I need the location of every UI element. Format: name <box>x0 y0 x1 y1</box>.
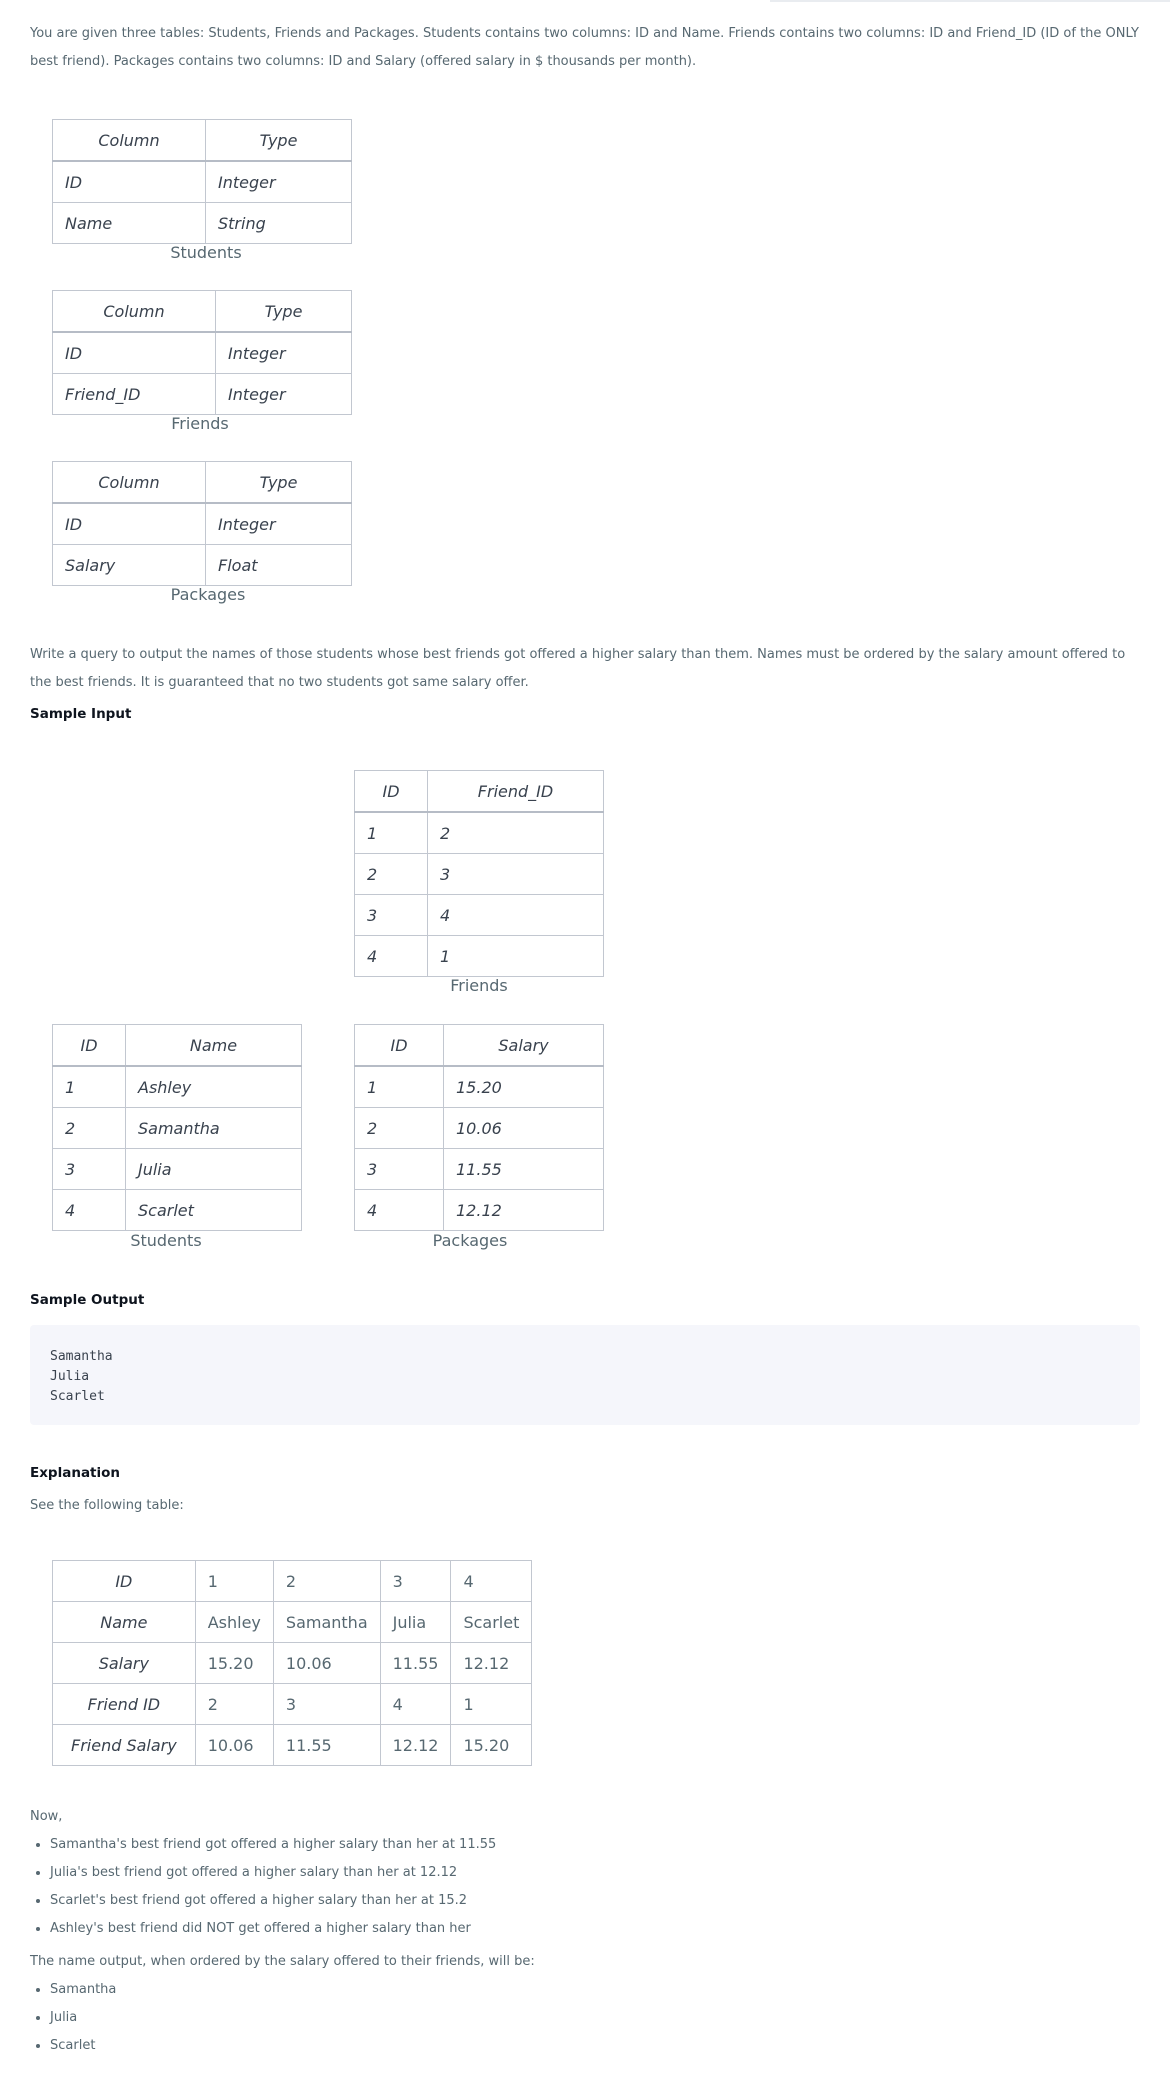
top-divider <box>0 0 1170 2</box>
id-header: ID <box>53 1025 126 1067</box>
table-cell: ID <box>53 161 206 203</box>
table-cell: Julia <box>380 1602 451 1643</box>
list-item: • Julia's best friend got offered a higher salary than her at 12.12 <box>50 1859 496 1887</box>
table-cell: 3 <box>53 1149 126 1190</box>
list-item: • Samantha's best friend got offered a higher salary than her at 11.55 <box>50 1831 496 1859</box>
sample-input-heading: Sample Input <box>30 706 132 722</box>
list-item: • Ashley's best friend did NOT get offered a higher salary than her <box>50 1915 496 1943</box>
type-header: Type <box>216 291 352 333</box>
table-cell: 12.12 <box>444 1190 604 1231</box>
friends-schema-table <box>52 290 352 415</box>
list-item: • Scarlet's best friend got offered a higher salary than her at 15.2 <box>50 1887 496 1915</box>
table-cell: 2 <box>53 1108 126 1149</box>
column-header: Column <box>53 291 216 333</box>
table-cell: 15.20 <box>195 1643 273 1684</box>
table-cell: 1 <box>428 936 604 977</box>
table-cell: 2 <box>428 812 604 854</box>
table-cell: Scarlet <box>126 1190 302 1231</box>
students-sample-caption: Students <box>130 1231 202 1250</box>
table-cell: 2 <box>273 1561 380 1602</box>
table-cell: Ashley <box>195 1602 273 1643</box>
table-cell: 2 <box>195 1684 273 1725</box>
explanation-table <box>52 1560 532 1766</box>
table-cell: Integer <box>206 161 352 203</box>
table-cell: ID <box>53 503 206 545</box>
table-cell: 12.12 <box>380 1725 451 1766</box>
table-cell: Integer <box>216 374 352 415</box>
type-header: Type <box>206 120 352 162</box>
table-cell: 10.06 <box>444 1108 604 1149</box>
table-cell: 3 <box>273 1684 380 1725</box>
salary-header: Salary <box>444 1025 604 1067</box>
table-cell: 4 <box>380 1684 451 1725</box>
explanation-heading: Explanation <box>30 1465 121 1481</box>
table-cell: Julia <box>126 1149 302 1190</box>
table-cell: Name <box>53 203 206 244</box>
table-cell: Samantha <box>273 1602 380 1643</box>
row-header: Name <box>53 1602 196 1643</box>
table-cell: 2 <box>355 854 428 895</box>
sample-output-text: Samantha Julia Scarlet <box>50 1349 113 1404</box>
table-cell: 11.55 <box>444 1149 604 1190</box>
table-cell: 15.20 <box>444 1066 604 1108</box>
table-cell: 3 <box>428 854 604 895</box>
table-cell: Float <box>206 545 352 586</box>
table-cell: 4 <box>355 1190 444 1231</box>
table-cell: 1 <box>53 1066 126 1108</box>
students-sample-table <box>52 1024 302 1231</box>
packages-schema-table <box>52 461 352 586</box>
sample-output-block <box>30 1325 1140 1425</box>
list-item: • Julia <box>50 2004 116 2032</box>
packages-schema-caption: Packages <box>170 585 246 604</box>
table-cell: 4 <box>451 1561 532 1602</box>
friends-schema-caption: Friends <box>171 414 229 433</box>
students-schema-caption: Students <box>170 243 242 262</box>
row-header: Friend ID <box>53 1684 196 1725</box>
column-header: Column <box>53 462 206 504</box>
friends-sample-table <box>354 770 604 977</box>
table-cell: Scarlet <box>451 1602 532 1643</box>
table-cell: 4 <box>355 936 428 977</box>
table-cell: 1 <box>195 1561 273 1602</box>
explanation-intro: See the following table: <box>30 1498 184 1513</box>
table-cell: 4 <box>428 895 604 936</box>
table-cell: 10.06 <box>195 1725 273 1766</box>
problem-intro: You are given three tables: Students, Friends and Packages. Students contains two columns: ID and Name. Friends contains two columns: ID and Friend_ID (ID of the ONLY best friend). Packages contains two columns: ID and Salary (offered salary in $ thousands per month). <box>30 26 1139 69</box>
table-cell: 1 <box>355 1066 444 1108</box>
list-item: • Scarlet <box>50 2032 116 2060</box>
table-cell: 2 <box>355 1108 444 1149</box>
table-cell: 3 <box>355 895 428 936</box>
table-cell: 3 <box>380 1561 451 1602</box>
type-header: Type <box>206 462 352 504</box>
table-cell: 1 <box>451 1684 532 1725</box>
list-item: • Samantha <box>50 1976 116 2004</box>
friend-id-header: Friend_ID <box>428 771 604 813</box>
packages-sample-table <box>354 1024 604 1231</box>
table-cell: 3 <box>355 1149 444 1190</box>
table-cell: Integer <box>206 503 352 545</box>
table-cell: 15.20 <box>451 1725 532 1766</box>
now-bullet-list <box>30 1831 496 1943</box>
id-header: ID <box>355 771 428 813</box>
now-label: Now, <box>30 1809 63 1824</box>
table-cell: 10.06 <box>273 1643 380 1684</box>
task-description: Write a query to output the names of those students whose best friends got offered a higher salary than them. Names must be ordered by the salary amount offered to the best friends. It is guaranteed that no two students got same salary offer. <box>30 647 1126 690</box>
table-cell: String <box>206 203 352 244</box>
table-cell: Friend_ID <box>53 374 216 415</box>
row-header: Salary <box>53 1643 196 1684</box>
order-bullet-list <box>30 1976 116 2060</box>
table-cell: 4 <box>53 1190 126 1231</box>
table-cell: 11.55 <box>380 1643 451 1684</box>
table-cell: 11.55 <box>273 1725 380 1766</box>
order-text: The name output, when ordered by the salary offered to their friends, will be: <box>30 1954 535 1969</box>
row-header: ID <box>53 1561 196 1602</box>
column-header: Column <box>53 120 206 162</box>
sample-output-heading: Sample Output <box>30 1292 145 1308</box>
table-cell: 1 <box>355 812 428 854</box>
table-cell: ID <box>53 332 216 374</box>
table-cell: Samantha <box>126 1108 302 1149</box>
name-header: Name <box>126 1025 302 1067</box>
table-cell: Salary <box>53 545 206 586</box>
table-cell: Ashley <box>126 1066 302 1108</box>
students-schema-table <box>52 119 352 244</box>
table-cell: 12.12 <box>451 1643 532 1684</box>
id-header: ID <box>355 1025 444 1067</box>
friends-sample-caption: Friends <box>450 976 508 995</box>
row-header: Friend Salary <box>53 1725 196 1766</box>
table-cell: Integer <box>216 332 352 374</box>
packages-sample-caption: Packages <box>432 1231 508 1250</box>
